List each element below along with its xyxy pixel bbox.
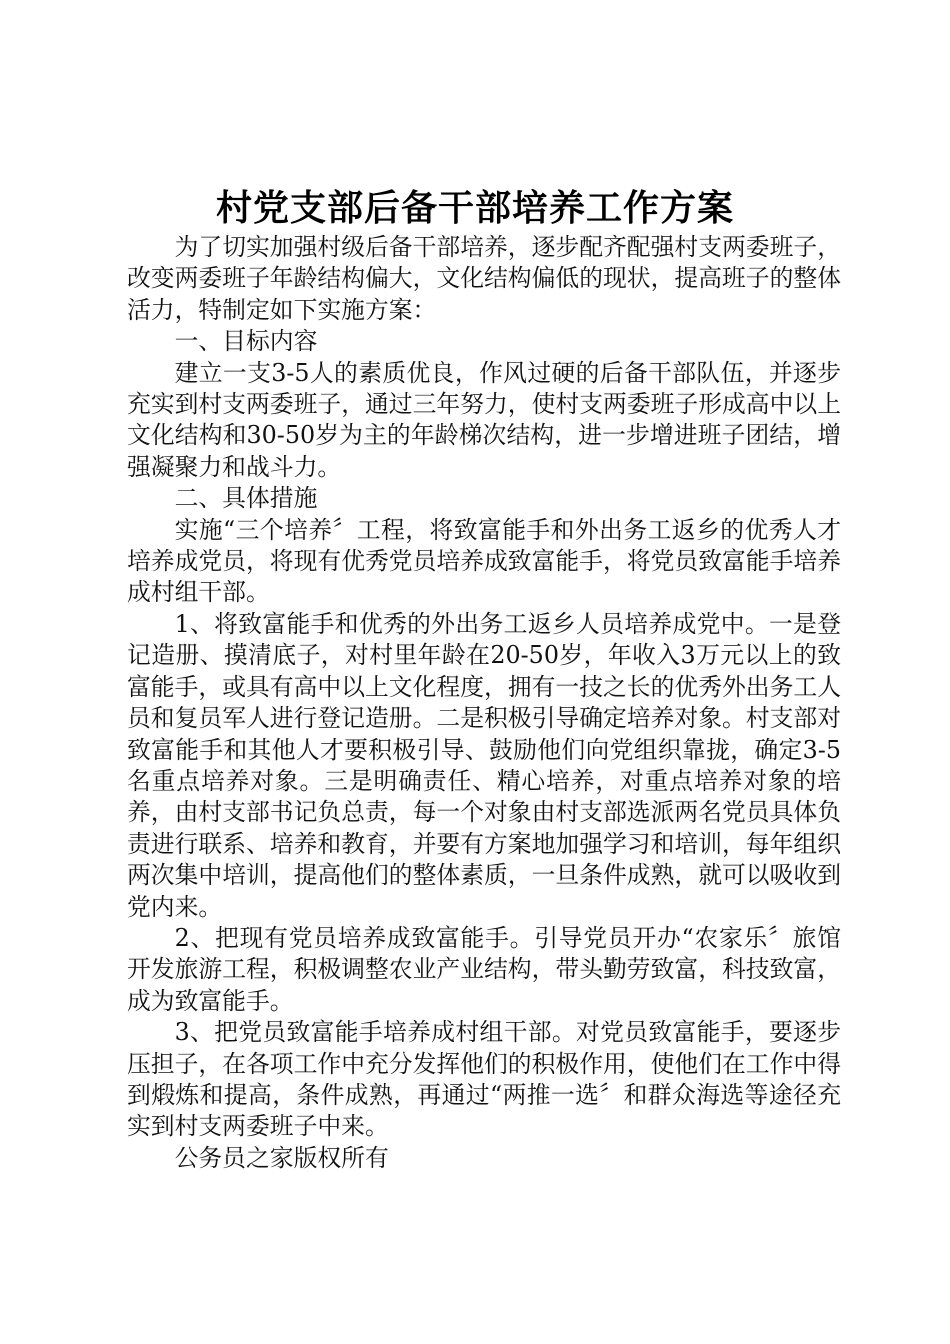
section-heading-measures: 二、具体措施 (174, 484, 318, 513)
section-heading-goals: 一、目标内容 (174, 327, 318, 356)
document-body (127, 232, 841, 1174)
paragraph-intro: 为了切实加强村级后备干部培养，逐步配齐配强村支两委班子，改变两委班子年龄结构偏大，文化结构偏低的现状，提高班子的整体活力，特制定如下实施方案： (127, 233, 841, 324)
paragraph-measure-3: 3、把党员致富能手培养成村组干部。对党员致富能手，要逐步压担子，在各项工作中充分发挥他们的积极作用，使他们在工作中得到煅炼和提高，条件成熟，再通过“两推一选〞和群众海选等途径充实到村支两委班子中来。 (127, 1018, 841, 1141)
document-title: 村党支部后备干部培养工作方案 (215, 187, 734, 229)
copyright-note: 公务员之家版权所有 (174, 1143, 389, 1172)
paragraph-measure-2: 2、把现有党员培养成致富能手。引导党员开办“农家乐〞旅馆开发旅游工程，积极调整农业产业结构，带头勤劳致富，科技致富，成为致富能手。 (127, 923, 841, 1015)
paragraph-goals: 建立一支3-5人的素质优良，作风过硬的后备干部队伍，并逐步充实到村支两委班子，通过三年努力，使村支两委班子形成高中以上文化结构和30-50岁为主的年龄梯次结构，进一步增进班子团结，增强凝聚力和战斗力。 (127, 358, 841, 481)
paragraph-measure-1: 1、将致富能手和优秀的外出务工返乡人员培养成党中。一是登记造册、摸清底子，对村里年龄在20-50岁，年收入3万元以上的致富能手，或具有高中以上文化程度，拥有一技之长的优秀外出务工人员和复员军人进行登记造册。二是积极引导确定培养对象。村支部对致富能手和其他人才要积极引导、鼓励他们向党组织靠拢，确定3-5名重点培养对象。三是明确责任、精心培养，对重点培养对象的培养，由村支部书记负总责，每一个对象由村支部选派两名党员具体负责进行联系、培养和教育，并要有方案地加强学习和培训，每年组织两次集中培训，提高他们的整体素质，一旦条件成熟，就可以吸收到党内来。 (127, 609, 841, 921)
paragraph-measures-overview: 实施“三个培养〞工程，将致富能手和外出务工返乡的优秀人才培养成党员，将现有优秀党员培养成致富能手，将党员致富能手培养成村组干部。 (127, 515, 841, 607)
